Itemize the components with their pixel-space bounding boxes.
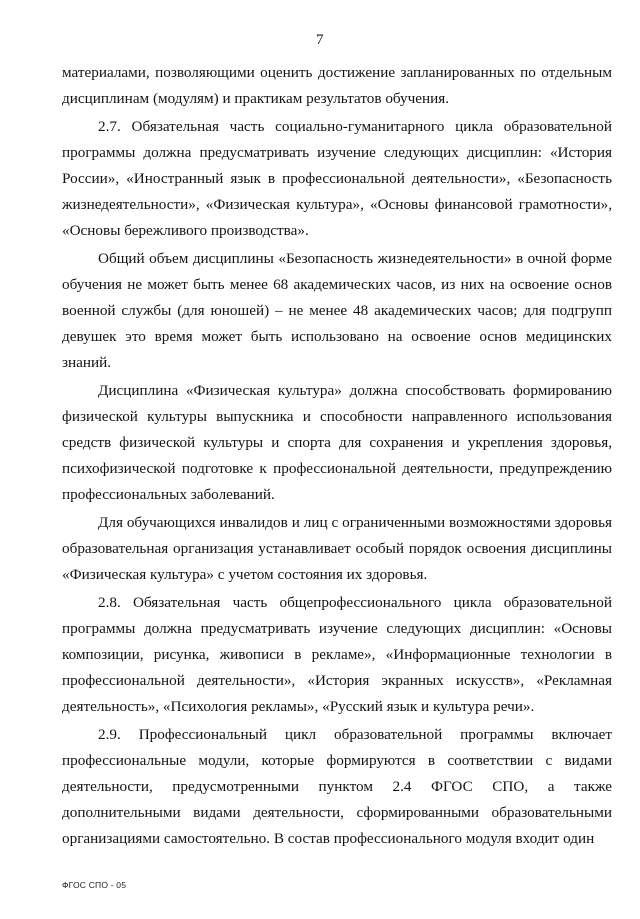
footer-label: ФГОС СПО - 05: [62, 880, 127, 890]
page-number: 7: [316, 32, 324, 48]
paragraph: Дисциплина «Физическая культура» должна способствовать формированию физической культуры выпускника и способности направленного использования средств физической культуры и спорта для сохранения и укрепления здоровья, психофизической подготовке к профессиональной деятельности, предупреждению профессиональных заболеваний.: [62, 382, 612, 503]
paragraph: 2.7. Обязательная часть социально-гуманитарного цикла образовательной программы должна предусматривать изучение следующих дисциплин: «История России», «Иностранный язык в профессиональной деятельности», «Безопасность жизнедеятельности», «Физическая культура», «Основы финансовой грамотности», «Основы бережливого производства».: [62, 118, 612, 239]
paragraph: 2.8. Обязательная часть общепрофессионального цикла образовательной программы должна предусматривать изучение следующих дисциплин: «Основы композиции, рисунка, живописи в рекламе», «Информационные технологии в профессиональной деятельности», «История экранных искусств», «Рекламная деятельность», «Психология рекламы», «Русский язык и культура речи».: [62, 594, 612, 715]
body-text: [62, 60, 612, 852]
paragraph: Общий объем дисциплины «Безопасность жизнедеятельности» в очной форме обучения не может быть менее 68 академических часов, из них на освоение основ военной службы (для юношей) – не менее 48 академических часов; для подгрупп девушек это время может быть использовано на освоение основ медицинских знаний.: [62, 250, 612, 371]
paragraph: Для обучающихся инвалидов и лиц с ограниченными возможностями здоровья образовательная организация устанавливает особый порядок освоения дисциплины «Физическая культура» с учетом состояния их здоровья.: [62, 514, 612, 583]
paragraph: материалами, позволяющими оценить достижение запланированных по отдельным дисциплинам (модулям) и практикам результатов обучения.: [62, 64, 612, 107]
paragraph: 2.9. Профессиональный цикл образовательной программы включает профессиональные модули, которые формируются в соответствии с видами деятельности, предусмотренными пунктом 2.4 ФГОС СПО, а также дополнительными видами деятельности, сформированными образовательными организациями самостоятельно. В состав профессионального модуля входит один: [62, 726, 612, 847]
